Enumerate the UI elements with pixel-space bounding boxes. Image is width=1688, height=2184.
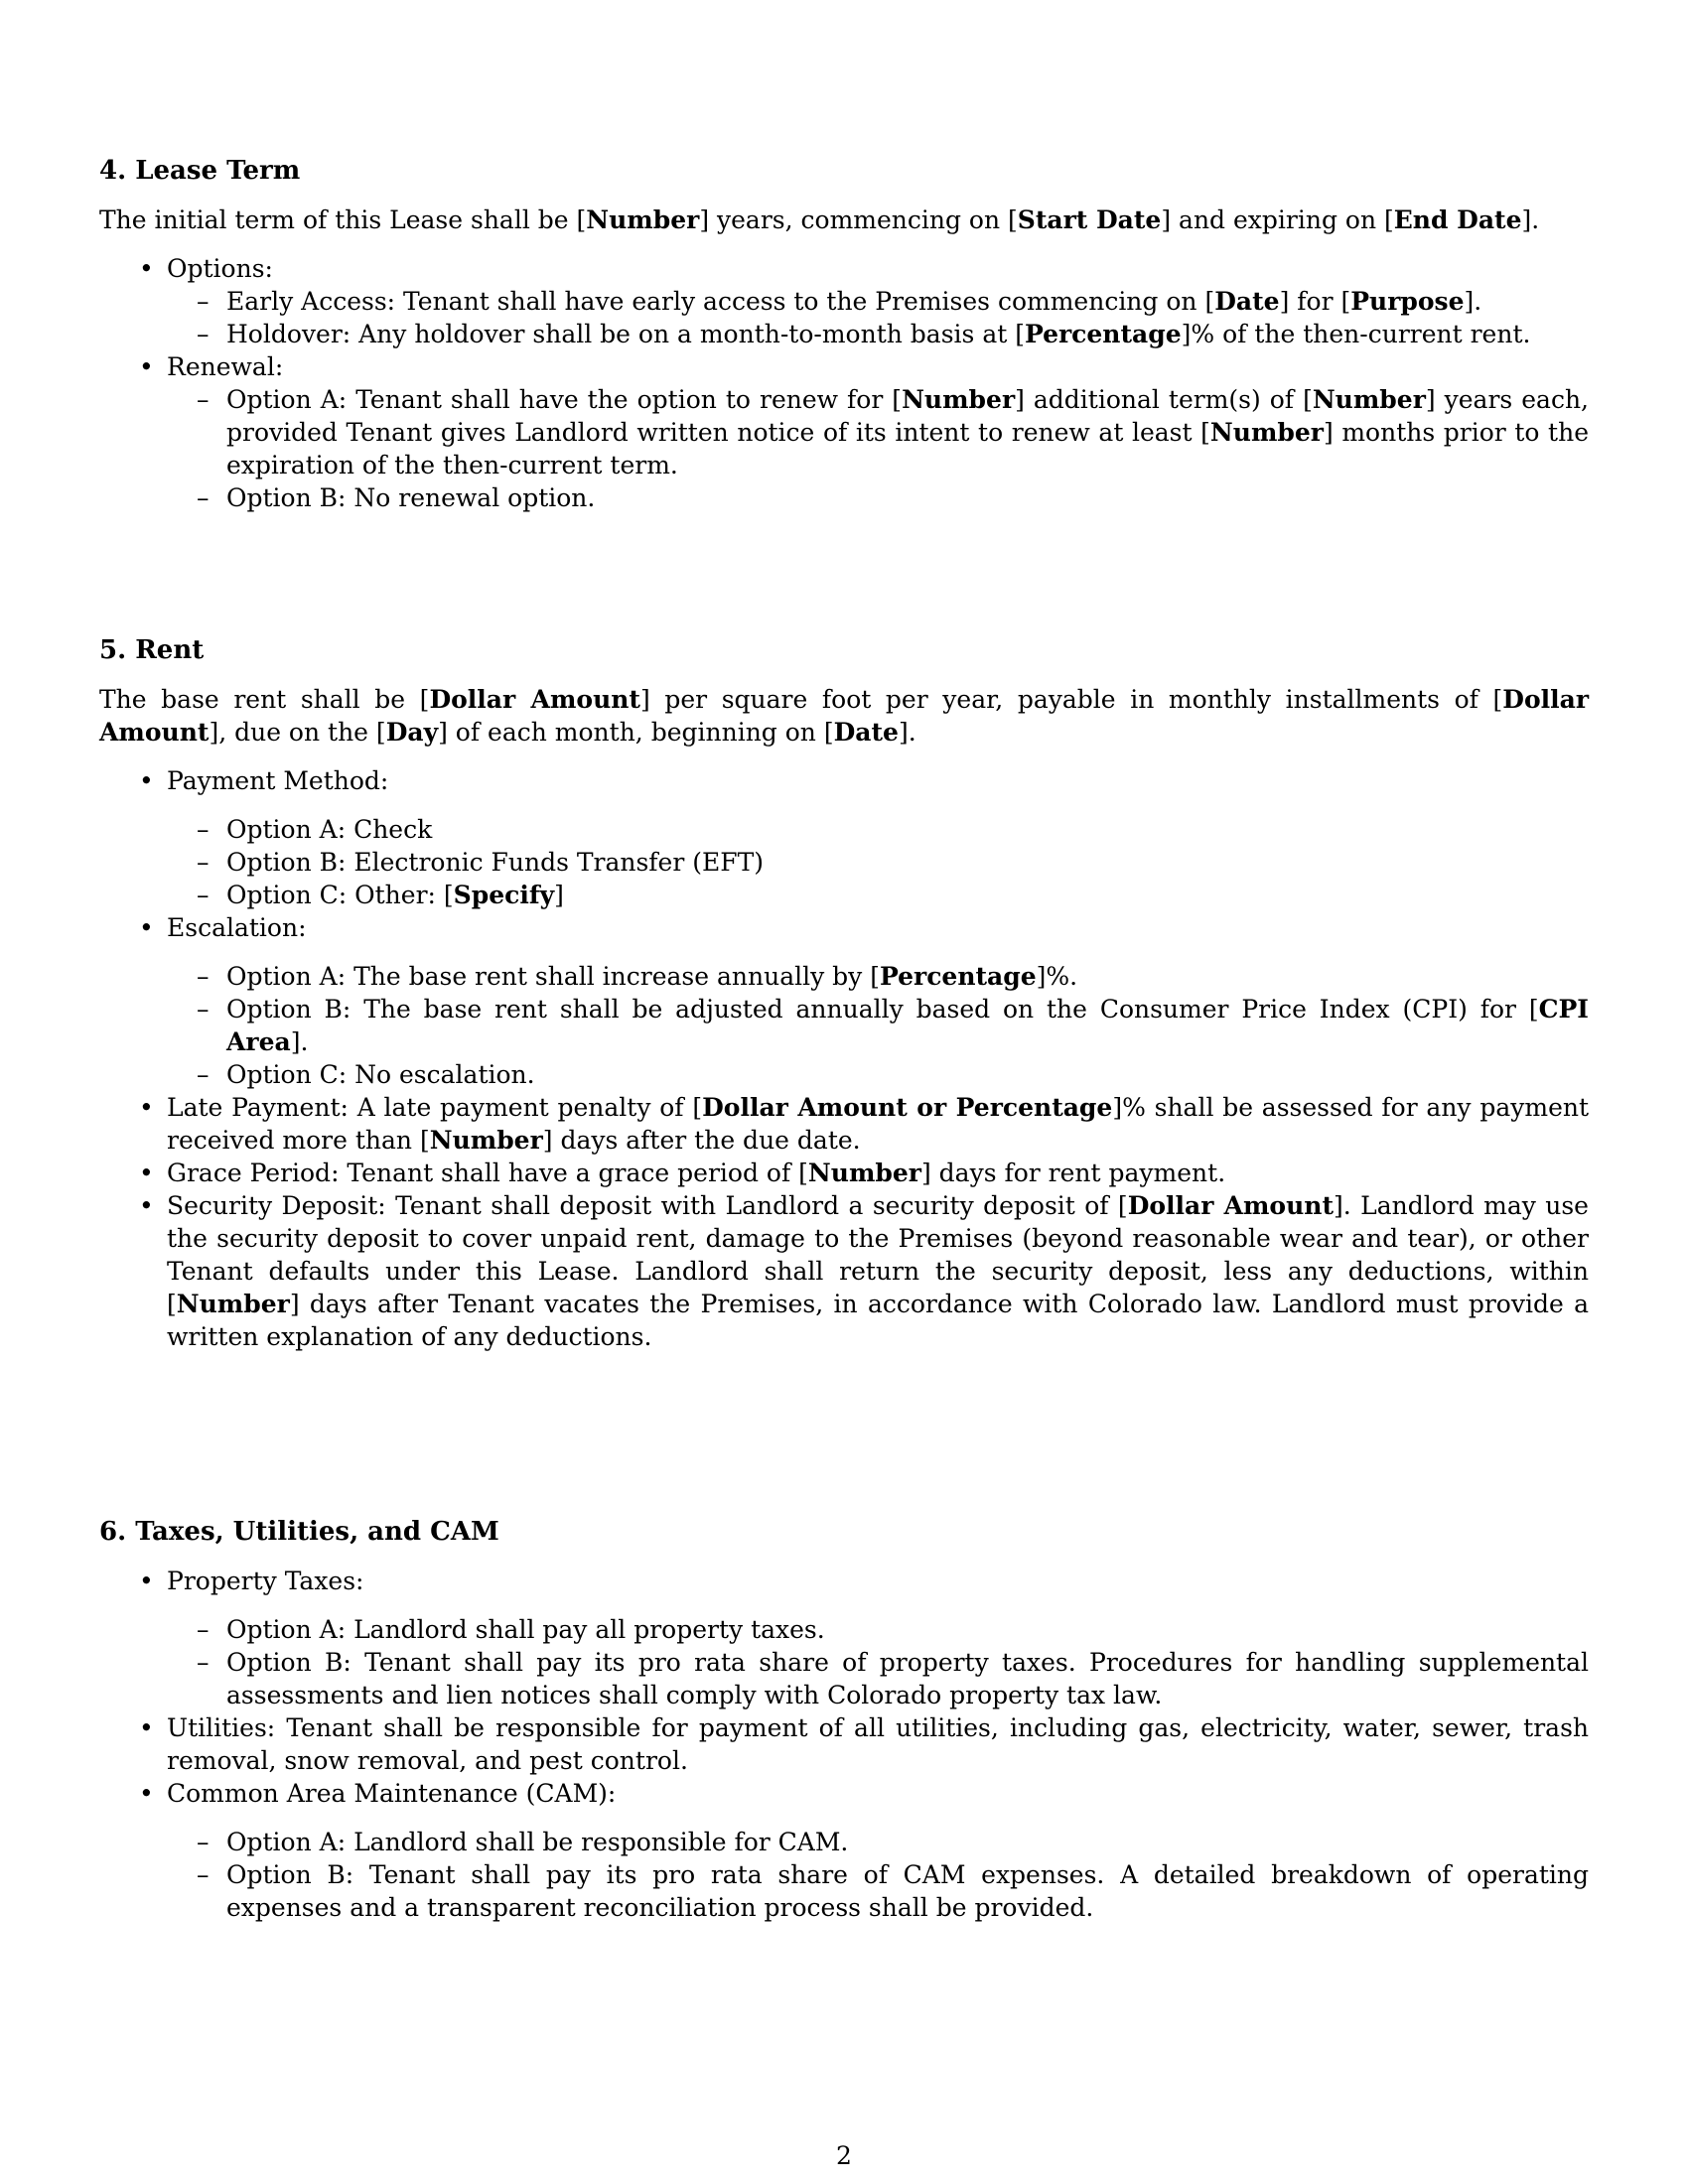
- list-item: – Option A: The base rent shall increase annually by [Percentage]%.: [226, 960, 1589, 993]
- list-item: – Option A: Landlord shall be responsible for CAM.: [226, 1826, 1589, 1858]
- list-item: – Option B: Tenant shall pay its pro rata share of property taxes. Procedures for handling supplemental assessments and lien notices shall comply with Colorado property tax law.: [226, 1646, 1589, 1711]
- list-item: – Option C: Other: [Specify]: [226, 879, 1589, 911]
- list-item: – Option B: Tenant shall pay its pro rata share of CAM expenses. A detailed breakdown of operating expenses and a transparent reconciliation process shall be provided.: [226, 1858, 1589, 1924]
- section-heading: 4. Lease Term: [99, 156, 301, 186]
- rent-list: [99, 764, 1589, 1353]
- list-item: – Option A: Landlord shall pay all property taxes.: [226, 1613, 1589, 1646]
- list-item: • Property Taxes: – Option A: Landlord shall pay all property taxes. – Option B: Tenant shall pay its pro rata share of property taxes. Procedures for handling supplemental assessments and lien notices shall comply with Colorado property tax law.: [167, 1565, 1589, 1711]
- list-item: • Payment Method: – Option A: Check – Option B: Electronic Funds Transfer (EFT) – Option C: Other: [Specify]: [167, 764, 1589, 911]
- list-item: • Security Deposit: Tenant shall deposit with Landlord a security deposit of [Dollar Amount]. Landlord may use the security deposit to cover unpaid rent, damage to the Premises (beyond reasonable wear and tear), or other Tenant defaults under this Lease. Landlord shall return the security deposit, less any deductions, within [Number] days after Tenant vacates the Premises, in accordance with Colorado law. Landlord must provide a written explanation of any deductions.: [167, 1189, 1589, 1353]
- list-item: • Common Area Maintenance (CAM): – Option A: Landlord shall be responsible for CAM. – Option B: Tenant shall pay its pro rata share of CAM expenses. A detailed breakdown of operating expenses and a transparent reconciliation process shall be provided.: [167, 1777, 1589, 1924]
- list-item: – Option B: Electronic Funds Transfer (EFT): [226, 846, 1589, 879]
- list-item: • Renewal: – Option A: Tenant shall have the option to renew for [Number] additional term(s) of [Number] years each, provided Tenant gives Landlord written notice of its intent to renew at least [Number] months prior to the expiration of the then-current term. – Option B: No renewal option.: [167, 350, 1589, 514]
- list-item: – Option A: Tenant shall have the option to renew for [Number] additional term(s) of [Number] years each, provided Tenant gives Landlord written notice of its intent to renew at least [Number] months prior to the expiration of the then-current term.: [226, 383, 1589, 481]
- list-item: • Escalation: – Option A: The base rent shall increase annually by [Percentage]%. – Option B: The base rent shall be adjusted annually based on the Consumer Price Index (CPI) for [CPI Area]. – Option C: No escalation.: [167, 911, 1589, 1091]
- taxes-list: [99, 1565, 1589, 1924]
- list-item: – Option B: The base rent shall be adjusted annually based on the Consumer Price Index (CPI) for [CPI Area].: [226, 993, 1589, 1058]
- rent-paragraph: The base rent shall be [Dollar Amount] per square foot per year, payable in monthly installments of [Dollar Amount], due on the [Day] of each month, beginning on [Date].: [99, 685, 1590, 747]
- section-heading: 5. Rent: [99, 635, 205, 665]
- list-item: – Holdover: Any holdover shall be on a month-to-month basis at [Percentage]% of the then-current rent.: [226, 318, 1589, 350]
- list-item: – Early Access: Tenant shall have early access to the Premises commencing on [Date] for [Purpose].: [226, 285, 1589, 318]
- lease-term-paragraph: The initial term of this Lease shall be [Number] years, commencing on [Start Date] and expiring on [End Date].: [99, 205, 1540, 234]
- section-lease-term: [99, 154, 1589, 514]
- list-item: – Option A: Check: [226, 813, 1589, 846]
- section-rent: [99, 633, 1589, 1353]
- list-item: – Option B: No renewal option.: [226, 481, 1589, 514]
- lease-term-list: [99, 252, 1589, 514]
- page-number: 2: [836, 2141, 852, 2170]
- list-item: • Late Payment: A late payment penalty of [Dollar Amount or Percentage]% shall be assessed for any payment received more than [Number] days after the due date.: [167, 1091, 1589, 1157]
- section-taxes-utilities-cam: [99, 1515, 1589, 1924]
- section-heading: 6. Taxes, Utilities, and CAM: [99, 1517, 499, 1547]
- list-item: – Option C: No escalation.: [226, 1058, 1589, 1091]
- list-item: • Utilities: Tenant shall be responsible for payment of all utilities, including gas, electricity, water, sewer, trash removal, snow removal, and pest control.: [167, 1711, 1589, 1777]
- list-item: • Grace Period: Tenant shall have a grace period of [Number] days for rent payment.: [167, 1157, 1589, 1189]
- list-item: • Options: – Early Access: Tenant shall have early access to the Premises commencing on [Date] for [Purpose]. – Holdover: Any holdover shall be on a month-to-month basis at [Percentage]% of the then-current rent.: [167, 252, 1589, 350]
